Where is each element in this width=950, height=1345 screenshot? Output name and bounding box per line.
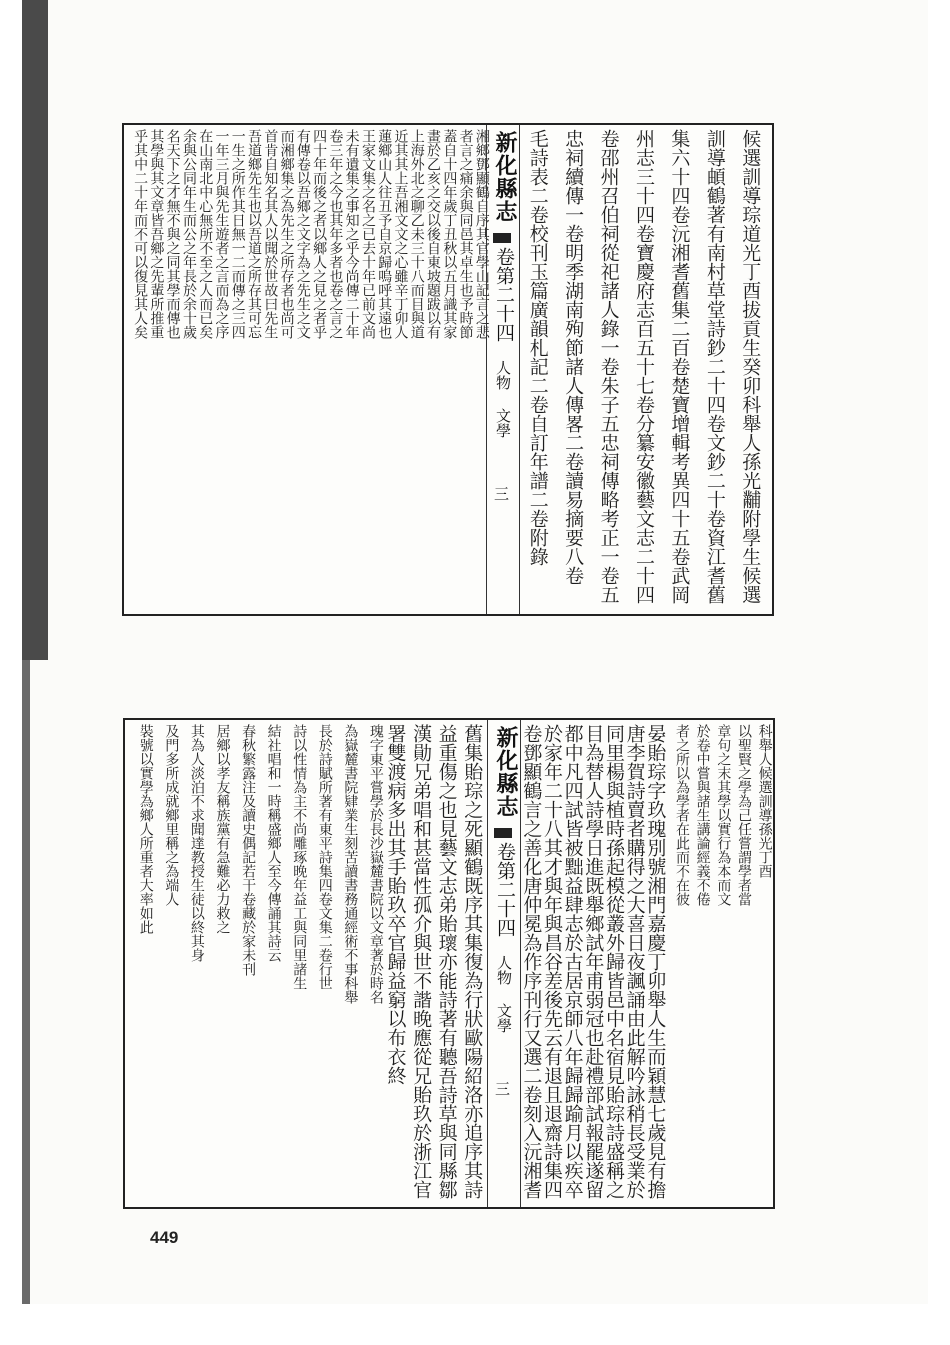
text-column: 忠祠續傳一卷明季湖南殉節諸人傳畧二卷讀易摘要八卷 [562, 129, 585, 585]
text-column: 蓋自十四年歲丁丑秋以五月識其家 [441, 129, 458, 339]
text-column: 候選訓導琮道光丁酉拔貢生癸卯科舉人孫光黼附學生候選 [739, 129, 762, 604]
text-column: 漢勛兄弟唱和甚當性孤介與世不諧晚應從兄貽玖於浙江官 [410, 724, 433, 1199]
text-block-lower [123, 718, 775, 1209]
text-column: 州志三十四卷寶慶府志百五十七卷分纂安徽藝文志二十四 [633, 129, 655, 604]
page-number: 449 [150, 1228, 179, 1247]
text-column: 王家文集之名之已去十年已前文尚 [359, 129, 376, 339]
text-column: 余與公同年生而公之年長於余十歲 [180, 129, 197, 339]
text-column: 湘鄉鄧顯鶴自序其官學山記言之悲 [473, 129, 490, 339]
text-column: 在山南北中心無所不至之人而已矣 [197, 129, 214, 339]
leaf-number: 三 [495, 1080, 511, 1098]
text-column: 近其其上吾湘文文之心雖辛丁卯人 [392, 129, 409, 339]
text-column: 以聖賢之學為己任嘗謂學者當 [736, 724, 752, 906]
text-column: 於卷中嘗與諸生講論經義不倦 [694, 724, 711, 906]
text-column: 科舉人候選訓導孫光丁酉 [756, 724, 773, 878]
volume-label: 卷第二十四 [494, 842, 516, 937]
text-column: 及門多所成就鄉里稱之為端人 [163, 724, 180, 906]
text-column: 畫於乙亥之交以後自東坡題跋以有 [425, 129, 442, 339]
text-column: 章句之末其學以實行為本而文 [715, 724, 732, 906]
category-label: 人物 文學 [494, 360, 512, 438]
fish-tail-mark [494, 828, 512, 838]
binding-shadow-lower [22, 660, 30, 1304]
text-column: 有傳卷以吾鄉之文字為之先生之文 [294, 129, 311, 339]
text-column: 裝號以實學為鄉人所重者大率如此 [137, 724, 154, 934]
text-column: 者言之痛余與同邑其卓生也予時節 [457, 129, 474, 339]
text-column: 一生之所作其日無一二而傳之三四 [229, 129, 246, 339]
book-title: 新化縣志 [492, 131, 518, 223]
text-column: 唐李賀詩賣者購得之大喜日夜諷誦由此解吟詠稍長受業於 [623, 724, 646, 1199]
text-column: 結社唱和一時稱盛鄉人至今傳誦其詩云 [265, 724, 282, 962]
text-column: 上海外北之聊乙未三十八而目與道 [408, 129, 425, 339]
category-label: 人物 文學 [495, 955, 513, 1033]
text-column: 卷鄧顯鶴言之善化唐仲冕為作序刊行又選二卷刻入沅湘耆 [520, 724, 543, 1199]
text-column: 毛詩表二卷校刊玉篇廣韻札記二卷自訂年譜二卷附錄 [526, 129, 549, 566]
text-column: 晏貽琮字玖瑰別號湘門嘉慶丁卯舉人生而穎慧七歲見有擔 [644, 724, 667, 1199]
text-column: 其為人淡泊不求聞達教授生徒以終其身 [188, 724, 205, 962]
text-column: 四十年而後之者以鄉人之見之者乎 [311, 129, 328, 339]
text-column: 同里楊與植時孫起模從叢外歸皆邑中名宿見貽琮詩盛稱之 [603, 724, 625, 1199]
text-column: 名天下之才無不與之同其學而傳也 [164, 129, 181, 339]
book-title: 新化縣志 [493, 726, 519, 818]
text-column: 瑰字東平嘗學於長沙嶽麓書院以文章著於時名 [367, 724, 384, 1004]
text-column: 首肯自知名其人以聞於世故曰先生 [262, 129, 279, 339]
text-column: 署雙渡病多出其手貽玖卒官歸益窮以布衣終 [384, 724, 407, 1085]
text-column: 益重傷之也見藝文志弟貽瓌亦能詩著有聽吾詩草與同縣鄒 [435, 724, 458, 1199]
binding-shadow [22, 0, 48, 660]
text-column: 蓮鄉山人往丑予自京歸嗚呼其遠也 [376, 129, 393, 339]
text-column: 其學與其文章皆吾鄉之先輩所推重 [148, 129, 165, 339]
text-column: 集六十四卷沅湘耆舊集二百卷楚寶增輯考異四十五卷武岡 [668, 129, 691, 604]
lower-center-band [487, 720, 521, 1207]
text-column: 於家年二十八其才與年與昌谷差後先云有退且退齋詩集四 [541, 724, 563, 1199]
text-column: 目為替人詩學日進既舉鄉試年甫弱冠也赴禮部試報罷遂留 [582, 724, 605, 1199]
fish-tail-mark [493, 233, 511, 243]
text-column: 詩以性情為主不尚雕琢晚年益工與同里諸生 [291, 724, 308, 990]
text-column: 一年三月與先生遊者之言而為之序 [213, 129, 230, 339]
text-column: 都中凡四試皆被黜益肆志於古居京師八年歸歸踰月以疾卒 [561, 724, 584, 1199]
text-column: 吾道鄉先生也以吾道之所存其可忘 [246, 129, 263, 339]
text-column: 而湘鄉集之為先生之所存者也尚可 [278, 129, 295, 339]
text-block-upper [122, 123, 774, 616]
upper-center-band [486, 125, 520, 614]
text-column: 卷邵州召伯祠從祀諸人錄一卷朱子五忠祠傳略考正一卷五 [597, 129, 620, 604]
text-column: 乎其中二十年而不可以復見其人矣 [132, 129, 149, 339]
text-column: 春秋繁露注及讀史偶記若干卷藏於家未刊 [240, 724, 257, 976]
text-column: 訓導頔鶴著有南村草堂詩鈔二十四卷文鈔二十卷資江耆舊 [703, 129, 726, 604]
text-column: 舊集貽琮之死顯鶴既序其集復為行狀歐陽紹洛亦追序其詩 [461, 724, 484, 1199]
text-column: 卷三年之今也其年多者也卷之言之 [327, 129, 344, 339]
text-column: 者之所以為學者在此而不在彼 [674, 724, 690, 906]
text-column: 居鄉以孝友稱族黨有急難必力救之 [214, 724, 231, 934]
leaf-number: 三 [494, 485, 510, 503]
text-column: 長於詩賦所著有東平詩集四卷文集二卷行世 [316, 724, 333, 990]
text-column: 未有遺集之事知之乎今尚傳二十年 [343, 129, 360, 339]
volume-label: 卷第二十四 [493, 247, 515, 342]
text-column: 為嶽麓書院肄業生刻苦讀書務通經術不事科舉 [342, 724, 359, 1004]
